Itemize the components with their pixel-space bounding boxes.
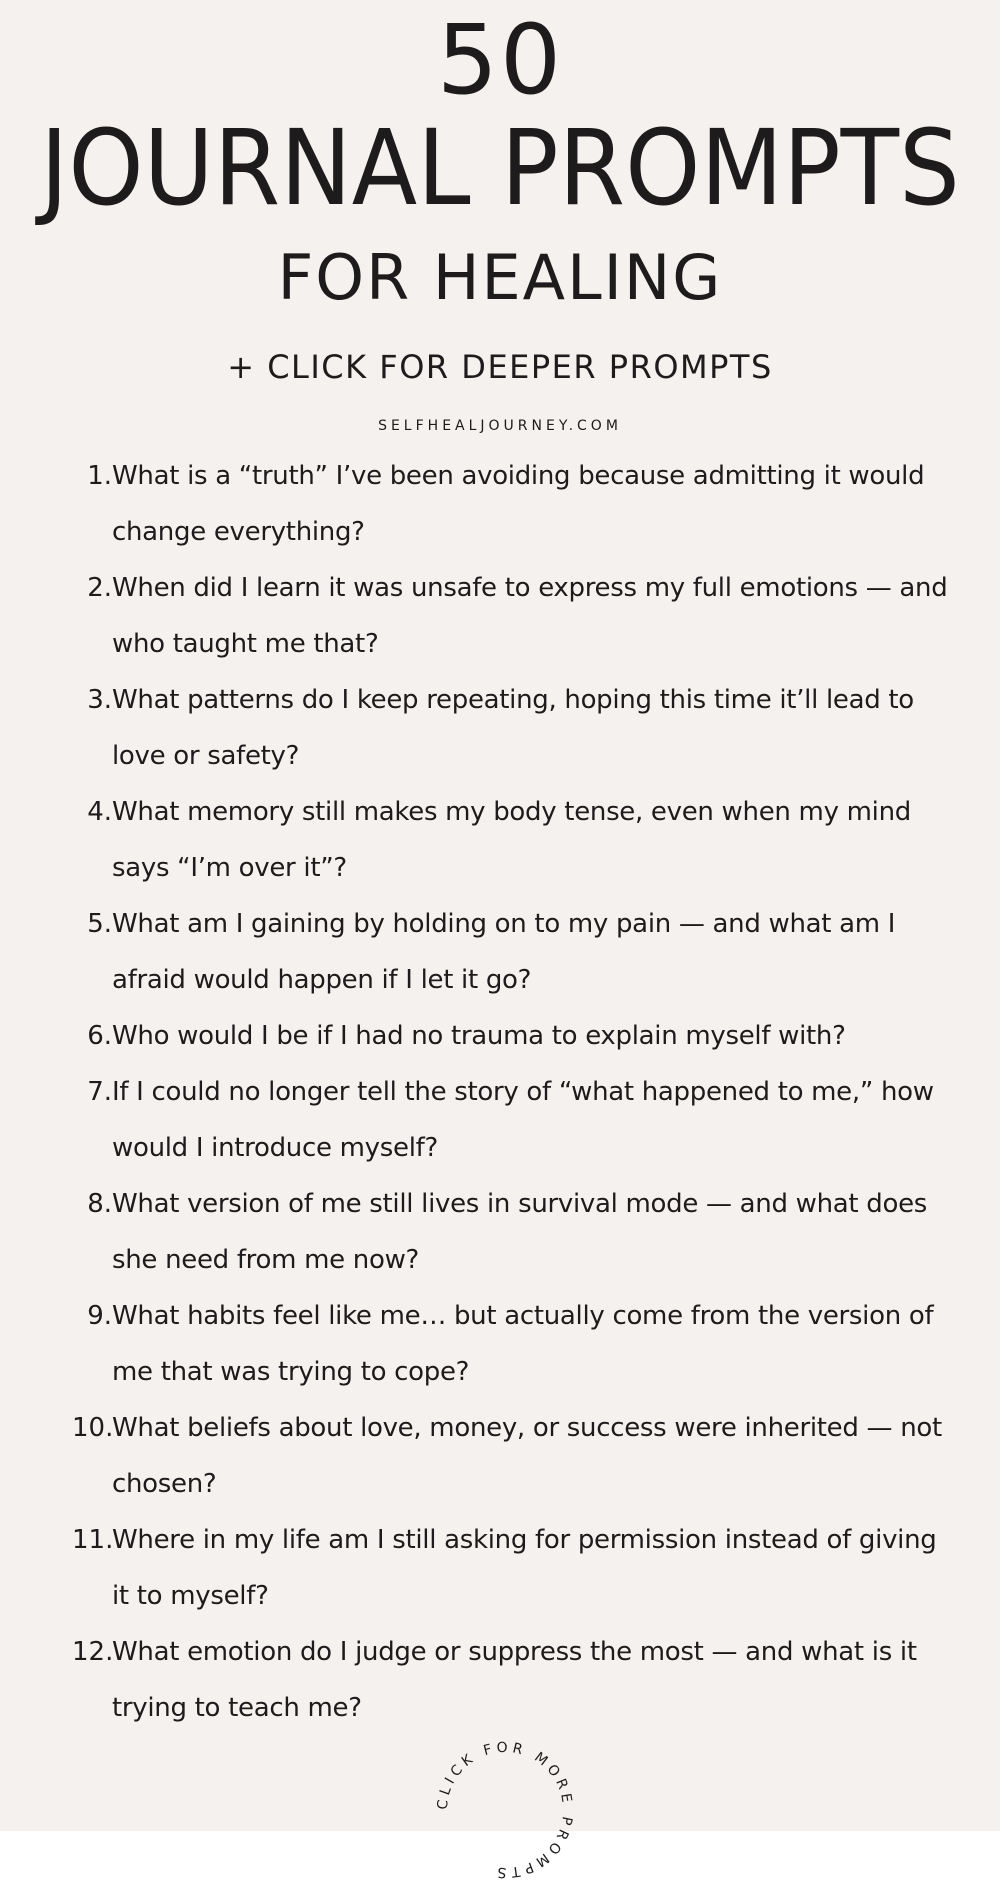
prompt-number: 3. — [87, 685, 112, 715]
prompt-number: 5. — [87, 909, 112, 939]
prompt-text: If I could no longer tell the story of “what happened to me,” how would I introduce myself? — [112, 1077, 934, 1163]
list-item — [72, 1064, 952, 1176]
badge-text-path: CLICK FOR MORE PROMPTS — [434, 1739, 576, 1881]
prompt-number: 12. — [72, 1637, 114, 1667]
badge-text — [435, 1740, 575, 1880]
prompt-number: 9. — [87, 1301, 112, 1331]
page-title: JOURNAL PROMPTS — [40, 107, 960, 229]
prompt-number: 4. — [87, 797, 112, 827]
list-item — [72, 1400, 952, 1512]
prompt-text: What am I gaining by holding on to my pain — and what am I afraid would happen if I let it go? — [112, 909, 896, 995]
prompt-number: 8. — [87, 1189, 112, 1219]
list-item — [72, 560, 952, 672]
list-item — [72, 1176, 952, 1288]
prompt-text: What memory still makes my body tense, even when my mind says “I’m over it”? — [112, 797, 911, 883]
list-item — [72, 672, 952, 784]
list-item — [72, 448, 952, 560]
prompt-number: 11. — [72, 1525, 114, 1555]
prompt-text: Where in my life am I still asking for permission instead of giving it to myself? — [112, 1525, 937, 1611]
prompt-number: 2. — [87, 573, 112, 603]
list-item — [72, 784, 952, 896]
list-item — [72, 1624, 952, 1736]
list-item — [72, 1288, 952, 1400]
click-for-more-badge[interactable] — [425, 1730, 585, 1890]
prompt-number: 10. — [72, 1413, 114, 1443]
prompt-list — [72, 448, 952, 1736]
prompt-number: 6. — [87, 1021, 112, 1051]
list-item — [72, 896, 952, 1008]
prompt-text: What is a “truth” I’ve been avoiding because admitting it would change everything? — [112, 461, 925, 547]
circular-text-badge-icon — [425, 1730, 585, 1890]
page-subtitle: FOR HEALING — [277, 241, 723, 314]
prompt-number: 7. — [87, 1077, 112, 1107]
prompt-text: What beliefs about love, money, or success were inherited — not chosen? — [112, 1413, 942, 1499]
prompt-text: When did I learn it was unsafe to express my full emotions — and who taught me that? — [112, 573, 948, 659]
prompt-text: What patterns do I keep repeating, hoping this time it’ll lead to love or safety? — [112, 685, 914, 771]
prompt-text: What version of me still lives in survival mode — and what does she need from me now? — [112, 1189, 928, 1275]
website-url[interactable]: SELFHEALJOURNEY.COM — [378, 418, 622, 434]
deeper-prompts-link[interactable]: + CLICK FOR DEEPER PROMPTS — [227, 348, 773, 386]
prompt-text: What emotion do I judge or suppress the most — and what is it trying to teach me? — [112, 1637, 917, 1723]
prompt-text: What habits feel like me… but actually come from the version of me that was trying to cope? — [112, 1301, 934, 1387]
prompt-text: Who would I be if I had no trauma to explain myself with? — [112, 1021, 846, 1051]
title-number: 50 — [436, 4, 564, 116]
list-item — [72, 1512, 952, 1624]
prompt-number: 1. — [87, 461, 112, 491]
list-item — [72, 1008, 952, 1064]
